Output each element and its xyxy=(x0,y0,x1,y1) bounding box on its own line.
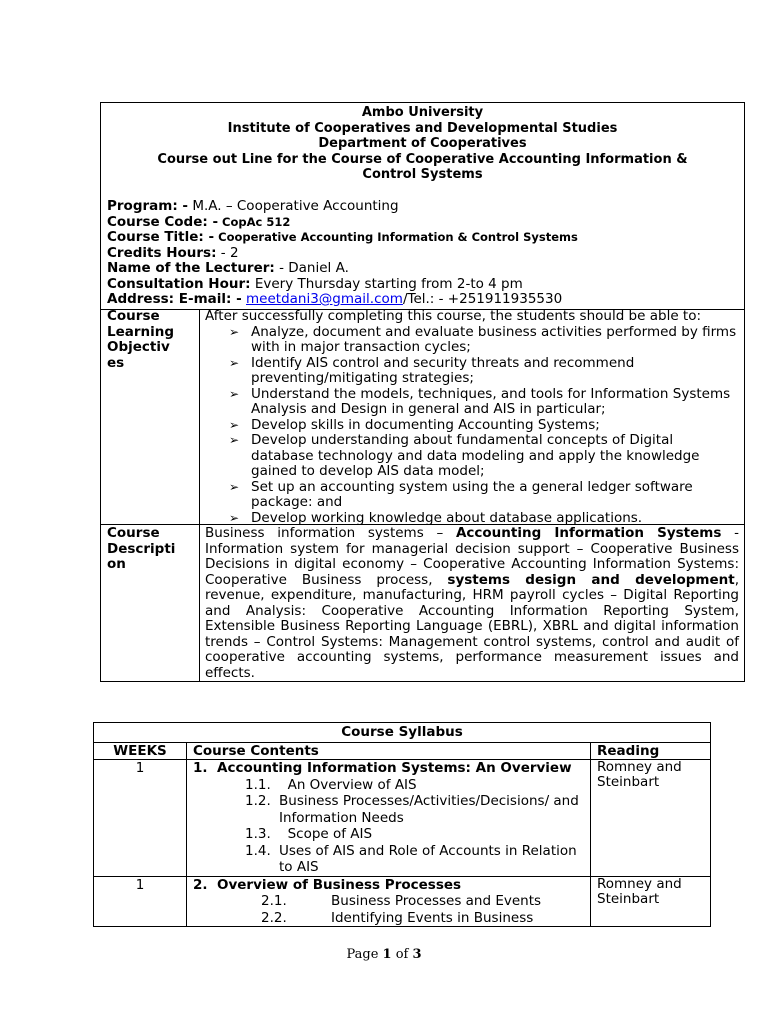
outline-header xyxy=(101,103,744,310)
department-name: Department of Cooperatives xyxy=(318,136,527,151)
contents-cell xyxy=(187,760,591,877)
syllabus-table xyxy=(93,722,711,927)
email-link[interactable]: meetdani3@gmail.com xyxy=(246,291,403,307)
lecturer-row: Name of the Lecturer: - Daniel A. xyxy=(107,260,349,276)
objectives-list xyxy=(205,325,739,527)
credits-row: Credits Hours: - 2 xyxy=(107,244,239,261)
list-item: ➢ Identify AIS control and security threats and recommend preventing/mitigating strategies; xyxy=(229,354,635,386)
contents-cell xyxy=(187,876,591,927)
subtopic: 1.3. Scope of AIS xyxy=(245,826,373,842)
program-row: Program: - M.A. – Cooperative Accounting xyxy=(107,198,399,214)
objectives-intro: After successfully completing this course, the students should be able to: xyxy=(205,308,702,324)
arrow-bullet-icon: ➢ xyxy=(229,479,240,494)
outline-title-line-2: Control Systems xyxy=(362,167,483,182)
list-item: ➢ Understand the models, techniques, and tools for Information Systems Analysis and Design in general and AIS in particular; xyxy=(229,385,731,417)
subtopic: 1.4. Uses of AIS and Role of Accounts in Relation to AIS xyxy=(245,842,577,875)
page-number: 1 xyxy=(382,947,392,962)
subtopic: 2.2. Identifying Events in Business xyxy=(261,909,534,926)
weeks-header: WEEKS xyxy=(94,742,187,760)
topic-heading: 1. Accounting Information Systems: An Overview xyxy=(193,760,572,776)
arrow-bullet-icon: ➢ xyxy=(229,386,240,401)
list-item: ➢ Set up an accounting system using the a general ledger software package: and xyxy=(229,478,693,510)
syllabus-title: Course Syllabus xyxy=(94,723,711,743)
course-description: Business information systems – Accounting Information Systems - Information system for managerial decision support – Cooperative Business Decisions in digital economy – Cooperative Accounting Information Systems: Cooperative Business process, systems design and development, revenue, expenditure, manufacturing, HRM payroll cycles – Digital Reporting and Analysis: Cooperative Accounting Information Reporting System, Extensible Business Reporting Language (EBRL), XBRL and digital information trends – Control Systems: Management control systems, control and audit of cooperative accounting systems, performance measurement issues and effects. xyxy=(205,525,739,681)
list-item: ➢ Develop skills in documenting Accounting Systems; xyxy=(229,416,600,433)
reading-header: Reading xyxy=(591,742,711,760)
reading-cell: Romney and Steinbart xyxy=(591,876,711,927)
topic-heading: 2. Overview of Business Processes xyxy=(193,876,462,893)
objectives-label: Course Learning Objectiv es xyxy=(107,308,175,371)
week-cell: 1 xyxy=(94,876,187,927)
course-outline-box xyxy=(100,102,745,682)
arrow-bullet-icon: ➢ xyxy=(229,417,240,432)
column-divider xyxy=(199,309,200,681)
course-title-row: Course Title: - Cooperative Accounting Information & Control Systems xyxy=(107,229,578,245)
arrow-bullet-icon: ➢ xyxy=(229,324,240,339)
university-name: Ambo University xyxy=(361,105,484,120)
subtopic: 2.1. Business Processes and Events xyxy=(261,893,542,909)
consultation-row: Consultation Hour: Every Thursday starting from 2-to 4 pm xyxy=(107,275,523,292)
table-row xyxy=(94,760,711,877)
arrow-bullet-icon: ➢ xyxy=(229,433,240,447)
outline-title-line-1: Course out Line for the Course of Cooperative Accounting Information & xyxy=(157,151,688,167)
list-item: ➢ Analyze, document and evaluate business activities performed by firms with in major transaction cycles; xyxy=(229,323,737,355)
table-row xyxy=(94,876,711,927)
contents-header: Course Contents xyxy=(187,742,591,760)
address-row: Address: E-mail: - meetdani3@gmail.com/Tel.: - +251911935530 xyxy=(107,291,563,307)
subtopic: 1.1. An Overview of AIS xyxy=(245,776,417,793)
subtopic: 1.2. Business Processes/Activities/Decisions/ and Information Needs xyxy=(245,793,579,826)
institute-name: Institute of Cooperatives and Developmental Studies xyxy=(227,120,618,136)
list-item: ➢ Develop working knowledge about database applications. xyxy=(229,509,643,526)
week-cell: 1 xyxy=(94,760,187,877)
description-label: Course Descripti on xyxy=(107,525,176,572)
list-item: ➢ Develop understanding about fundamental concepts of Digital database technology and data modeling and apply the knowledge gained to develop AIS data model; xyxy=(229,432,700,479)
arrow-bullet-icon: ➢ xyxy=(229,510,240,525)
reading-cell: Romney and Steinbart xyxy=(591,760,711,877)
course-code-row: Course Code: - CopAc 512 xyxy=(107,213,291,230)
page-total: 3 xyxy=(412,947,422,962)
arrow-bullet-icon: ➢ xyxy=(229,355,240,370)
course-info xyxy=(107,199,737,308)
objectives-content xyxy=(205,309,739,526)
page-footer: Page 1 of 3 xyxy=(346,947,422,962)
